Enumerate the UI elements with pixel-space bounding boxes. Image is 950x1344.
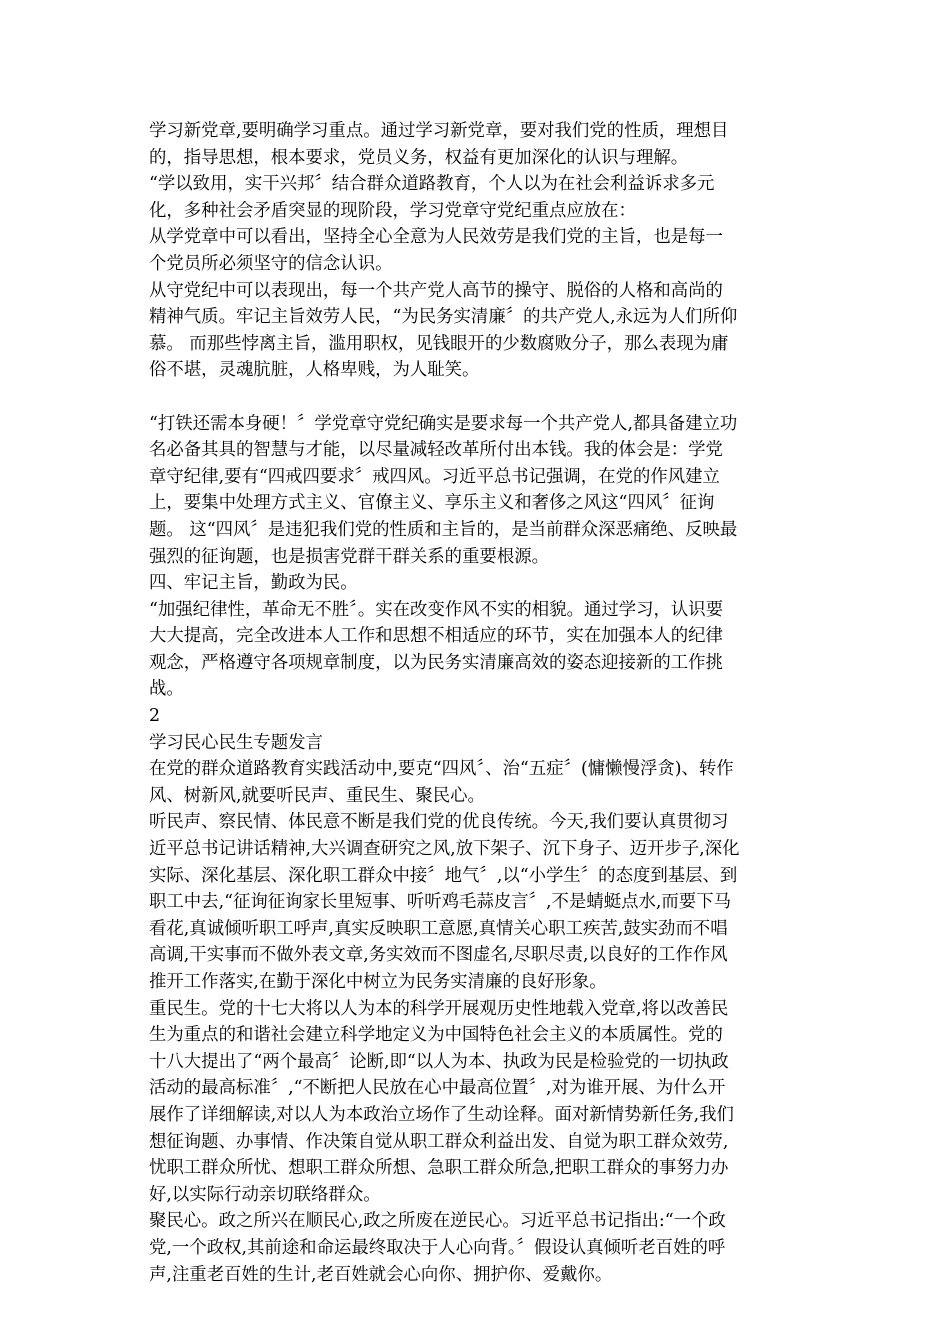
paragraph-study-focus: 学习新党章,要明确学习重点。通过学习新党章，要对我们党的性质，理想目 的，指导思想，根本要求，党员义务，权益有更加深化的认识与理解。	[149, 121, 729, 168]
paragraph-party-purpose: 从学党章中可以看出，坚持全心全意为人民效劳是我们党的主旨，也是每一 个党员所必须坚守的信念认识。	[149, 227, 723, 274]
section-heading-diligent-governance: 四、牢记主旨，勤政为民。	[149, 573, 358, 594]
paragraph-mass-line: 在党的群众道路教育实践活动中,要克“四风〞、治“五症〞(慵懒慢浮贪)、转作 风、树新风,就要听民声、重民生、聚民心。	[149, 759, 734, 806]
paragraph-listen-to-people: 听民声、察民情、体民意不断是我们党的优良传统。今天,我们要认真贯彻习 近平总书记讲话精神,大兴调查研究之风,放下架子、沉下身子、迈开步子,深化 实际、深化基层、深化职工群众中接〞地气〞,以“小学生〞的态度到基层、到 职工中去,“征询征询家长里短事、听听鸡毛蒜皮言〞,不是蜻蜓点水,而要下马 看花,真诚倾听职工呼声,真实反映职工意愿,真情关心职工疾苦,鼓实劲而不唱 高调,干实事而不做外表文章,务实效而不图虚名,尽职尽责,以良好的工作作风 推开工作落实,在勤于深化中树立为民务实清廉的良好形象。	[149, 812, 740, 992]
paragraph-gather-hearts: 聚民心。政之所兴在顺民心,政之所废在逆民心。习近平总书记指出:“一个政 党,一个政权,其前途和命运最终取决于人心向背。〞假设认真倾听老百姓的呼 声,注重老百姓的生计,老百姓就会心向你、拥护你、爱戴你。	[149, 1211, 726, 1285]
paragraph-value-livelihood: 重民生。党的十七大将以人为本的科学开展观历史性地载入党章,将以改善民 生为重点的和谐社会建立科学地定义为中国特色社会主义的本质属性。党的 十八大提出了“两个最高〞论断,即“以人为本、执政为民是检验党的一切执政 活动的最高标准〞,“不断把人民放在心中最高位置〞,对为谁开展、为什么开 展作了详细解读,对以人为本政治立场作了生动诠释。面对新情势新任务,我们 想征询题、办事情、作决策自觉从职工群众利益出发、自觉为职工群众效劳, 忧职工群众所忧、想职工群众所想、急职工群众所急,把职工群众的事努力办 好,以实际行动亲切联络群众。	[149, 998, 734, 1205]
paragraph-party-discipline: 从守党纪中可以表现出，每一个共产党人高节的操守、脱俗的人格和高尚的 精神气质。牢记主旨效劳人民，“为民务实清廉〞的共产党人,永远为人们所仰 慕。 而那些悖离主旨，滥用职权，见钱眼开的少数腐败分子，那么表现为庸 俗不堪，灵魂肮脏，人格卑贱，为人耻笑。	[149, 280, 738, 381]
paragraph-four-winds: “打铁还需本身硬！〞学党章守党纪确实是要求每一个共产党人,都具备建立功 名必备其具的智慧与才能，以尽量减轻改革所付出本钱。我的体会是：学党 章守纪律,要有“四戒四要求〞戒四风。习近平总书记强调，在党的作风建立 上，要集中处理方式主义、官僚主义、享乐主义和奢侈之风这“四风〞征询 题。 这“四风〞是违犯我们党的性质和主旨的，是当前群众深恶痛绝、反映最 强烈的征询题，也是损害党群干群关系的重要根源。	[149, 413, 738, 567]
paragraph-learn-to-apply: “学以致用，实干兴邦〞结合群众道路教育，个人以为在社会利益诉求多元 化，多种社会矛盾突显的现阶段，学习党章守党纪重点应放在：	[149, 174, 715, 221]
paragraph-strengthen-discipline: “加强纪律性，革命无不胜〞。实在改变作风不实的相貌。通过学习，认识要 大大提高，完全改进本人工作和思想不相适应的环节，实在加强本人的纪律 观念，严格遵守各项规章制度，以为民务实清廉高效的姿态迎接新的工作挑 战。	[149, 599, 724, 700]
section-number: 2	[149, 706, 161, 727]
document-body	[149, 118, 801, 1288]
section-title-people-livelihood: 学习民心民生专题发言	[149, 732, 323, 753]
blank-line	[149, 384, 801, 411]
